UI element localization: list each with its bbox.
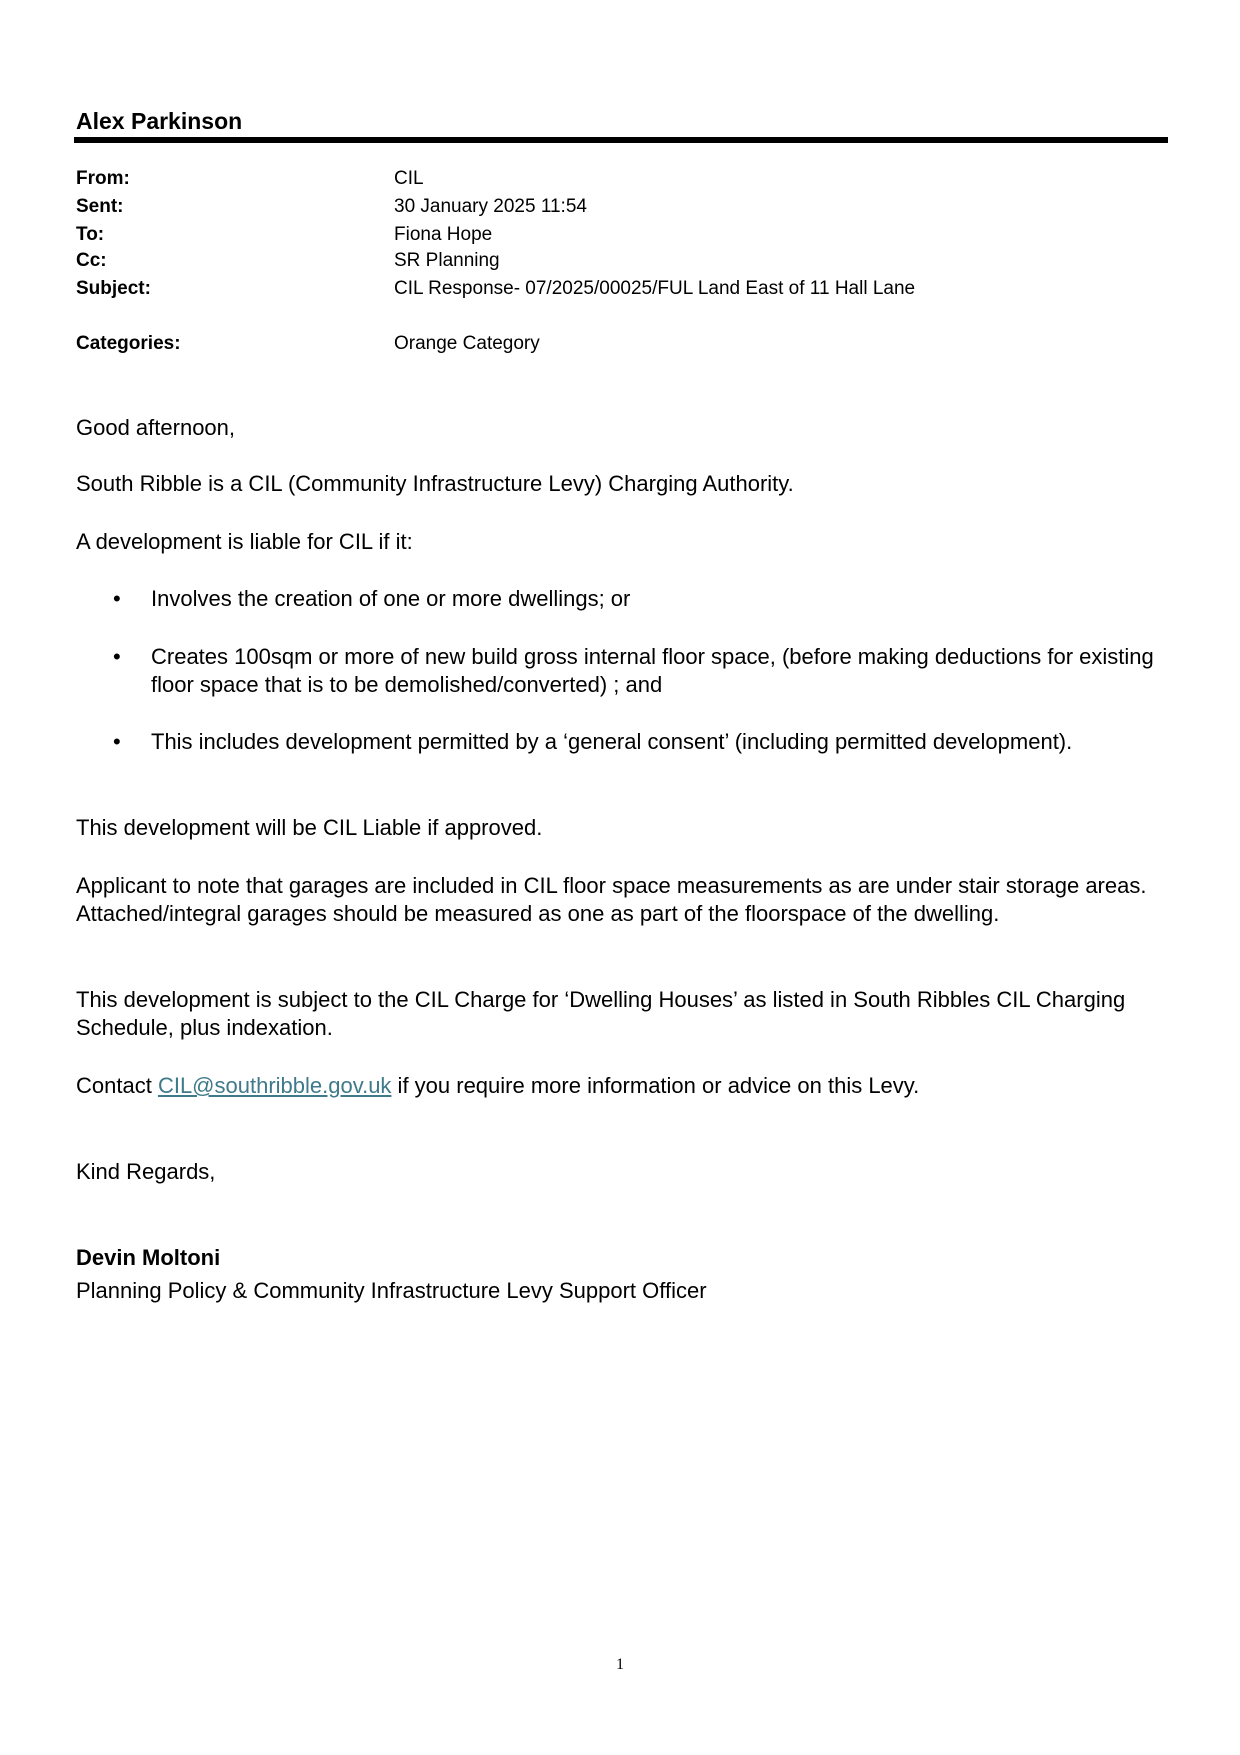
- signer-name: Devin Moltoni: [76, 1245, 221, 1270]
- subject-label: Subject:: [76, 278, 151, 299]
- liable-statement: This development will be CIL Liable if approved.: [76, 815, 543, 840]
- cc-value: SR Planning: [394, 250, 500, 271]
- from-value: CIL: [394, 168, 424, 189]
- bullet-item: This includes development permitted by a ‘general consent’ (including permitted development).: [151, 729, 1073, 754]
- bullet-item: Creates 100sqm or more of new build gross internal floor space, (before making deductions for existing floor space that is to be demolished/converted) ; and: [151, 644, 1154, 697]
- sent-label: Sent:: [76, 196, 124, 217]
- contact-email-link[interactable]: CIL@southribble.gov.uk: [157, 1073, 392, 1098]
- contact-prefix: Contact: [76, 1073, 158, 1098]
- greeting: Good afternoon,: [76, 415, 236, 440]
- cc-label: Cc:: [76, 250, 107, 271]
- garages-note: Applicant to note that garages are included in CIL floor space measurements as are under stair storage areas. Attached/integral garages should be measured as one as part of the floorspace of the dwelling.: [76, 873, 1147, 926]
- page-number: 1: [616, 1656, 624, 1673]
- intro-paragraph: South Ribble is a CIL (Community Infrastructure Levy) Charging Authority.: [76, 471, 794, 496]
- subject-value: CIL Response- 07/2025/00025/FUL Land East of 11 Hall Lane: [394, 278, 916, 299]
- sent-value: 30 January 2025 11:54: [394, 196, 587, 217]
- categories-label: Categories:: [76, 333, 181, 354]
- title-divider: [74, 137, 1168, 143]
- bullet-marker: •: [113, 729, 121, 754]
- to-label: To:: [76, 224, 105, 245]
- bullet-item: Involves the creation of one or more dwellings; or: [151, 586, 631, 611]
- to-value: Fiona Hope: [394, 224, 493, 245]
- categories-value: Orange Category: [394, 333, 540, 354]
- contact-suffix: if you require more information or advice on this Levy.: [391, 1073, 920, 1098]
- contact-line: [76, 1072, 1176, 1100]
- bullet-marker: •: [113, 644, 121, 669]
- signer-title: Planning Policy & Community Infrastructure Levy Support Officer: [76, 1278, 707, 1303]
- document-title: Alex Parkinson: [76, 108, 243, 134]
- from-label: From:: [76, 168, 130, 189]
- bullet-marker: •: [113, 586, 121, 611]
- signoff: Kind Regards,: [76, 1159, 216, 1184]
- liable-intro: A development is liable for CIL if it:: [76, 529, 413, 554]
- charge-note: This development is subject to the CIL Charge for ‘Dwelling Houses’ as listed in South Ribbles CIL Charging Schedule, plus indexation.: [76, 987, 1126, 1040]
